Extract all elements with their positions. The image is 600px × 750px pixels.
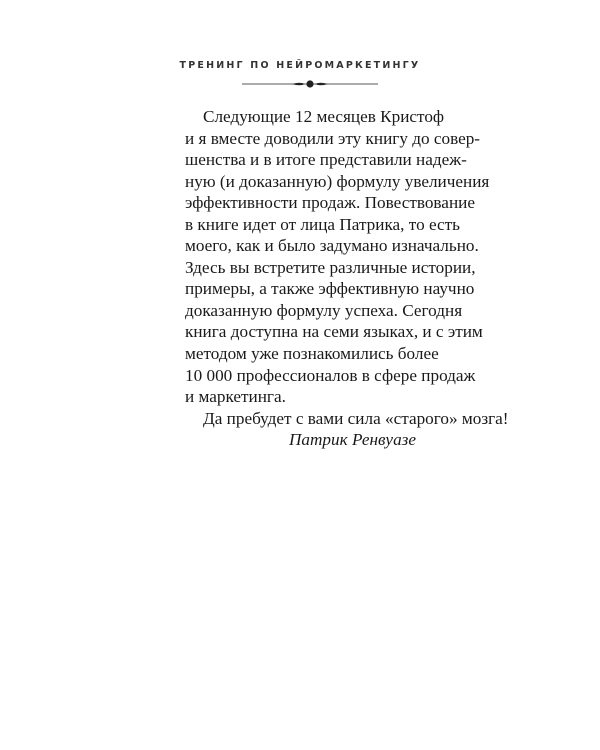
text-line: методом уже познакомились более <box>185 344 439 364</box>
ornament-divider-icon <box>242 80 378 88</box>
running-header: ТРЕНИНГ ПО НЕЙРОМАРКЕТИНГУ <box>179 60 421 71</box>
text-line: эффективности продаж. Повествование <box>185 193 475 213</box>
signature: Патрик Ренвуазе <box>289 430 416 450</box>
text-line: и я вместе доводили эту книгу до совер- <box>185 128 481 148</box>
text-line: доказанную формулу успеха. Сегодня <box>185 300 463 320</box>
text-line: моего, как и было задумано изначально. <box>185 236 479 256</box>
text-line: ную (и доказанную) формулу увеличения <box>185 171 490 191</box>
page-body <box>185 106 509 451</box>
text-line: Следующие 12 месяцев Кристоф <box>203 107 445 126</box>
text-line: в книге идет от лица Патрика, то есть <box>185 214 460 234</box>
text-line: 10 000 профессионалов в сфере продаж <box>185 365 476 385</box>
text-line: шенства и в итоге представили надеж- <box>185 150 467 170</box>
text-line: и маркетинга. <box>185 387 286 407</box>
paragraph-2: Да пребудет с вами сила «старого» мозга! <box>203 408 509 428</box>
text-line: примеры, а также эффективную научно <box>185 279 475 299</box>
text-line: Здесь вы встретите различные истории, <box>185 257 476 277</box>
text-line: книга доступна на семи языках, и с этим <box>185 322 483 342</box>
paragraph-1 <box>185 106 490 408</box>
